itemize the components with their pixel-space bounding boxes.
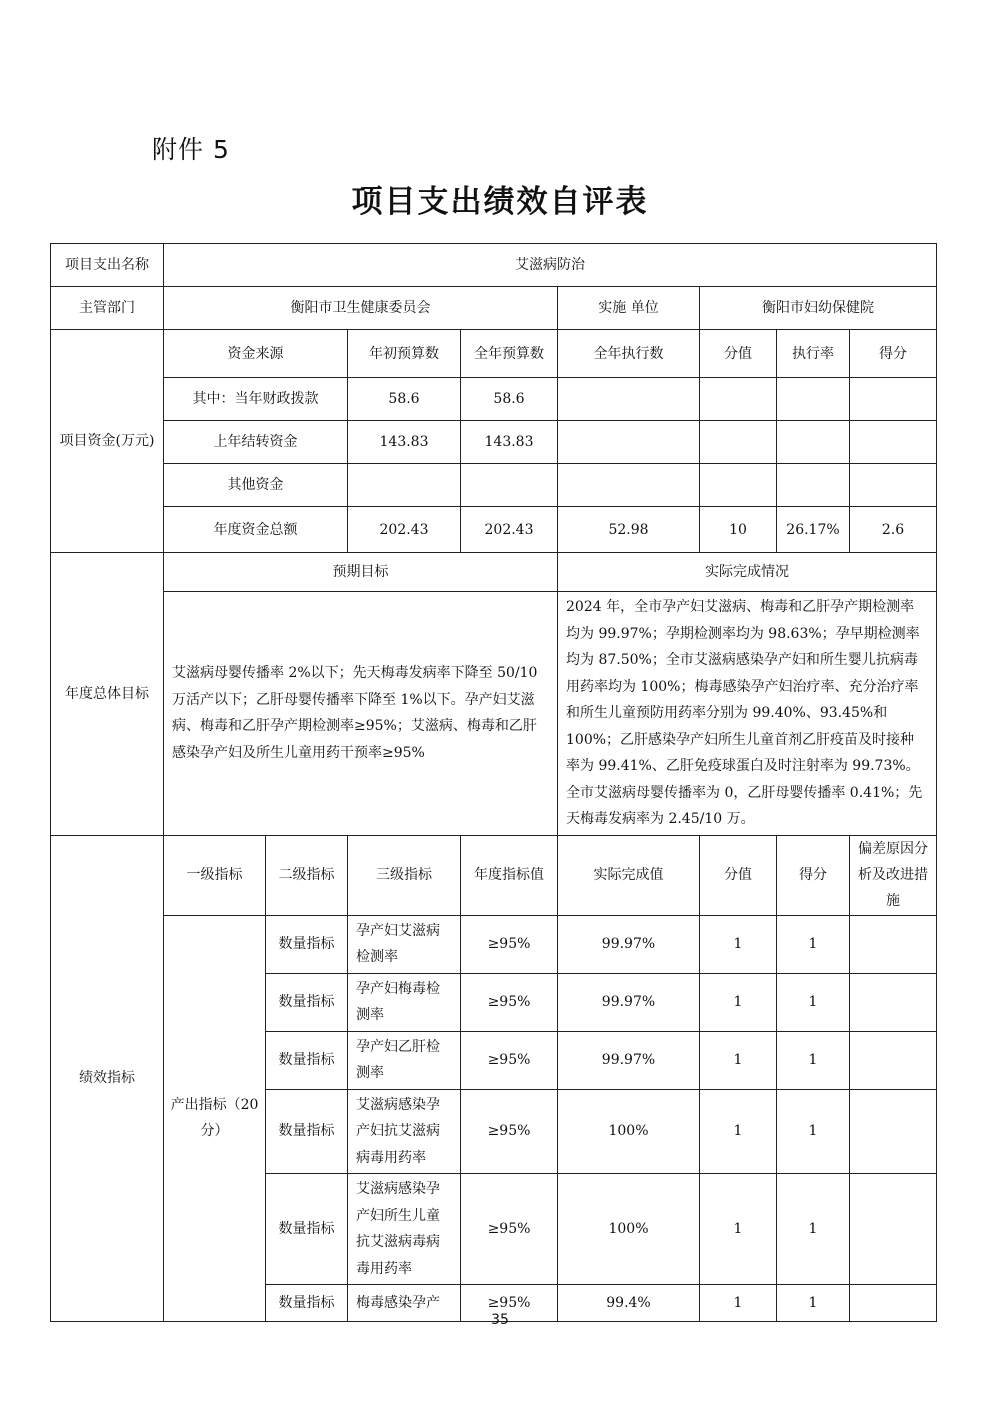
funds-cell: 26.17%: [777, 507, 850, 553]
funds-cell: 52.98: [558, 507, 700, 553]
funds-cell: 58.6: [461, 378, 558, 421]
funds-header-exec-rate: 执行率: [777, 330, 850, 378]
perf-actual: 99.4%: [558, 1285, 700, 1322]
perf-header-target: 年度指标值: [461, 835, 558, 915]
perf-level3: 孕产妇乙肝检测率: [348, 1031, 461, 1089]
perf-score-value: 1: [700, 1089, 777, 1174]
perf-actual: 100%: [558, 1174, 700, 1285]
dept-value: 衡阳市卫生健康委员会: [164, 287, 558, 330]
funds-cell: [558, 464, 700, 507]
perf-level3: 梅毒感染孕产: [348, 1285, 461, 1322]
funds-cell: [700, 464, 777, 507]
project-name-label: 项目支出名称: [51, 244, 164, 287]
perf-header-level3: 三级指标: [348, 835, 461, 915]
perf-score-value: 1: [700, 973, 777, 1031]
funds-cell: [850, 378, 937, 421]
funds-cell: [777, 464, 850, 507]
actual-result-text: 2024 年，全市孕产妇艾滋病、梅毒和乙肝孕产期检测率均为 99.97%；孕期检测率均为 98.63%；孕早期检测率均为 87.50%；全市艾滋病感染孕产妇和所生婴儿抗病毒用药率均为 100%；梅毒感染孕产妇治疗率、充分治疗率和所生儿童预防用药率分别为 99.40%、93.45%和 100%；乙肝感染孕产妇所生儿童首剂乙肝疫苗及时接种率为 99.41%、乙肝免疫球蛋白及时注射率为 99.73%。全市艾滋病母婴传播率为 0，乙肝母婴传播率 0.41%；先天梅毒发病率为 2.45/10 万。: [558, 592, 937, 836]
funds-cell: 143.83: [348, 421, 461, 464]
funds-cell: 202.43: [461, 507, 558, 553]
perf-score: 1: [777, 1174, 850, 1285]
perf-level2: 数量指标: [266, 973, 348, 1031]
self-evaluation-table: [50, 243, 937, 1322]
project-name-value: 艾滋病防治: [164, 244, 937, 287]
perf-header-actual: 实际完成值: [558, 835, 700, 915]
perf-target: ≥95%: [461, 973, 558, 1031]
perf-label: 绩效指标: [51, 835, 164, 1322]
dept-label: 主管部门: [51, 287, 164, 330]
perf-actual: 99.97%: [558, 973, 700, 1031]
perf-level3: 艾滋病感染孕产妇抗艾滋病病毒用药率: [348, 1089, 461, 1174]
funds-header-annual-budget: 全年预算数: [461, 330, 558, 378]
expected-goal-header: 预期目标: [164, 553, 558, 592]
perf-score: 1: [777, 1089, 850, 1174]
perf-actual: 99.97%: [558, 915, 700, 973]
perf-header-level2: 二级指标: [266, 835, 348, 915]
funds-header-executed: 全年执行数: [558, 330, 700, 378]
perf-header-score-value: 分值: [700, 835, 777, 915]
perf-level3: 艾滋病感染孕产妇所生儿童抗艾滋病毒病毒用药率: [348, 1174, 461, 1285]
perf-actual: 100%: [558, 1089, 700, 1174]
perf-score-value: 1: [700, 1174, 777, 1285]
perf-header-level1: 一级指标: [164, 835, 266, 915]
funds-cell: [558, 421, 700, 464]
perf-header-score: 得分: [777, 835, 850, 915]
perf-actual: 99.97%: [558, 1031, 700, 1089]
funds-cell: 10: [700, 507, 777, 553]
perf-header-deviation: 偏差原因分析及改进措施: [850, 835, 937, 915]
funds-header-initial-budget: 年初预算数: [348, 330, 461, 378]
perf-level3: 孕产妇艾滋病检测率: [348, 915, 461, 973]
funds-cell: [348, 464, 461, 507]
page-number: 35: [491, 1312, 509, 1328]
perf-level2: 数量指标: [266, 1285, 348, 1322]
funds-cell: 2.6: [850, 507, 937, 553]
perf-score-value: 1: [700, 915, 777, 973]
funds-header-source: 资金来源: [164, 330, 348, 378]
perf-level2: 数量指标: [266, 1031, 348, 1089]
funds-label: 项目资金(万元): [51, 330, 164, 553]
perf-note: [850, 973, 937, 1031]
funds-header-score: 得分: [850, 330, 937, 378]
perf-target: ≥95%: [461, 915, 558, 973]
funds-cell: 其他资金: [164, 464, 348, 507]
perf-score: 1: [777, 973, 850, 1031]
funds-cell: [777, 421, 850, 464]
perf-note: [850, 1174, 937, 1285]
funds-cell: 143.83: [461, 421, 558, 464]
perf-target: ≥95%: [461, 1174, 558, 1285]
perf-level3: 孕产妇梅毒检测率: [348, 973, 461, 1031]
perf-score-value: 1: [700, 1031, 777, 1089]
perf-note: [850, 1031, 937, 1089]
attachment-label: 附件 5: [152, 135, 230, 164]
unit-label: 实施 单位: [558, 287, 700, 330]
funds-cell: 其中：当年财政拨款: [164, 378, 348, 421]
funds-cell: [461, 464, 558, 507]
actual-result-header: 实际完成情况: [558, 553, 937, 592]
perf-target: ≥95%: [461, 1285, 558, 1322]
perf-target: ≥95%: [461, 1031, 558, 1089]
funds-header-score-value: 分值: [700, 330, 777, 378]
funds-cell: [850, 464, 937, 507]
funds-cell: [700, 378, 777, 421]
perf-level1: 产出指标（20 分）: [164, 915, 266, 1322]
funds-cell: 上年结转资金: [164, 421, 348, 464]
goals-label: 年度总体目标: [51, 553, 164, 836]
perf-level2: 数量指标: [266, 1089, 348, 1174]
funds-cell: [850, 421, 937, 464]
funds-cell: [700, 421, 777, 464]
perf-level2: 数量指标: [266, 915, 348, 973]
funds-cell: [558, 378, 700, 421]
expected-goal-text: 艾滋病母婴传播率 2%以下；先天梅毒发病率下降至 50/10 万活产以下；乙肝母婴传播率下降至 1%以下。孕产妇艾滋病、梅毒和乙肝孕产期检测率≥95%；艾滋病、梅毒和乙肝感染孕产妇及所生儿童用药干预率≥95%: [164, 592, 558, 836]
perf-score: 1: [777, 1285, 850, 1322]
perf-score-value: 1: [700, 1285, 777, 1322]
perf-note: [850, 915, 937, 973]
funds-cell: [777, 378, 850, 421]
funds-cell: 202.43: [348, 507, 461, 553]
page-title: 项目支出绩效自评表: [351, 184, 649, 220]
funds-cell: 年度资金总额: [164, 507, 348, 553]
perf-score: 1: [777, 1031, 850, 1089]
unit-value: 衡阳市妇幼保健院: [700, 287, 937, 330]
perf-note: [850, 1089, 937, 1174]
perf-target: ≥95%: [461, 1089, 558, 1174]
funds-cell: 58.6: [348, 378, 461, 421]
perf-score: 1: [777, 915, 850, 973]
perf-level2: 数量指标: [266, 1174, 348, 1285]
